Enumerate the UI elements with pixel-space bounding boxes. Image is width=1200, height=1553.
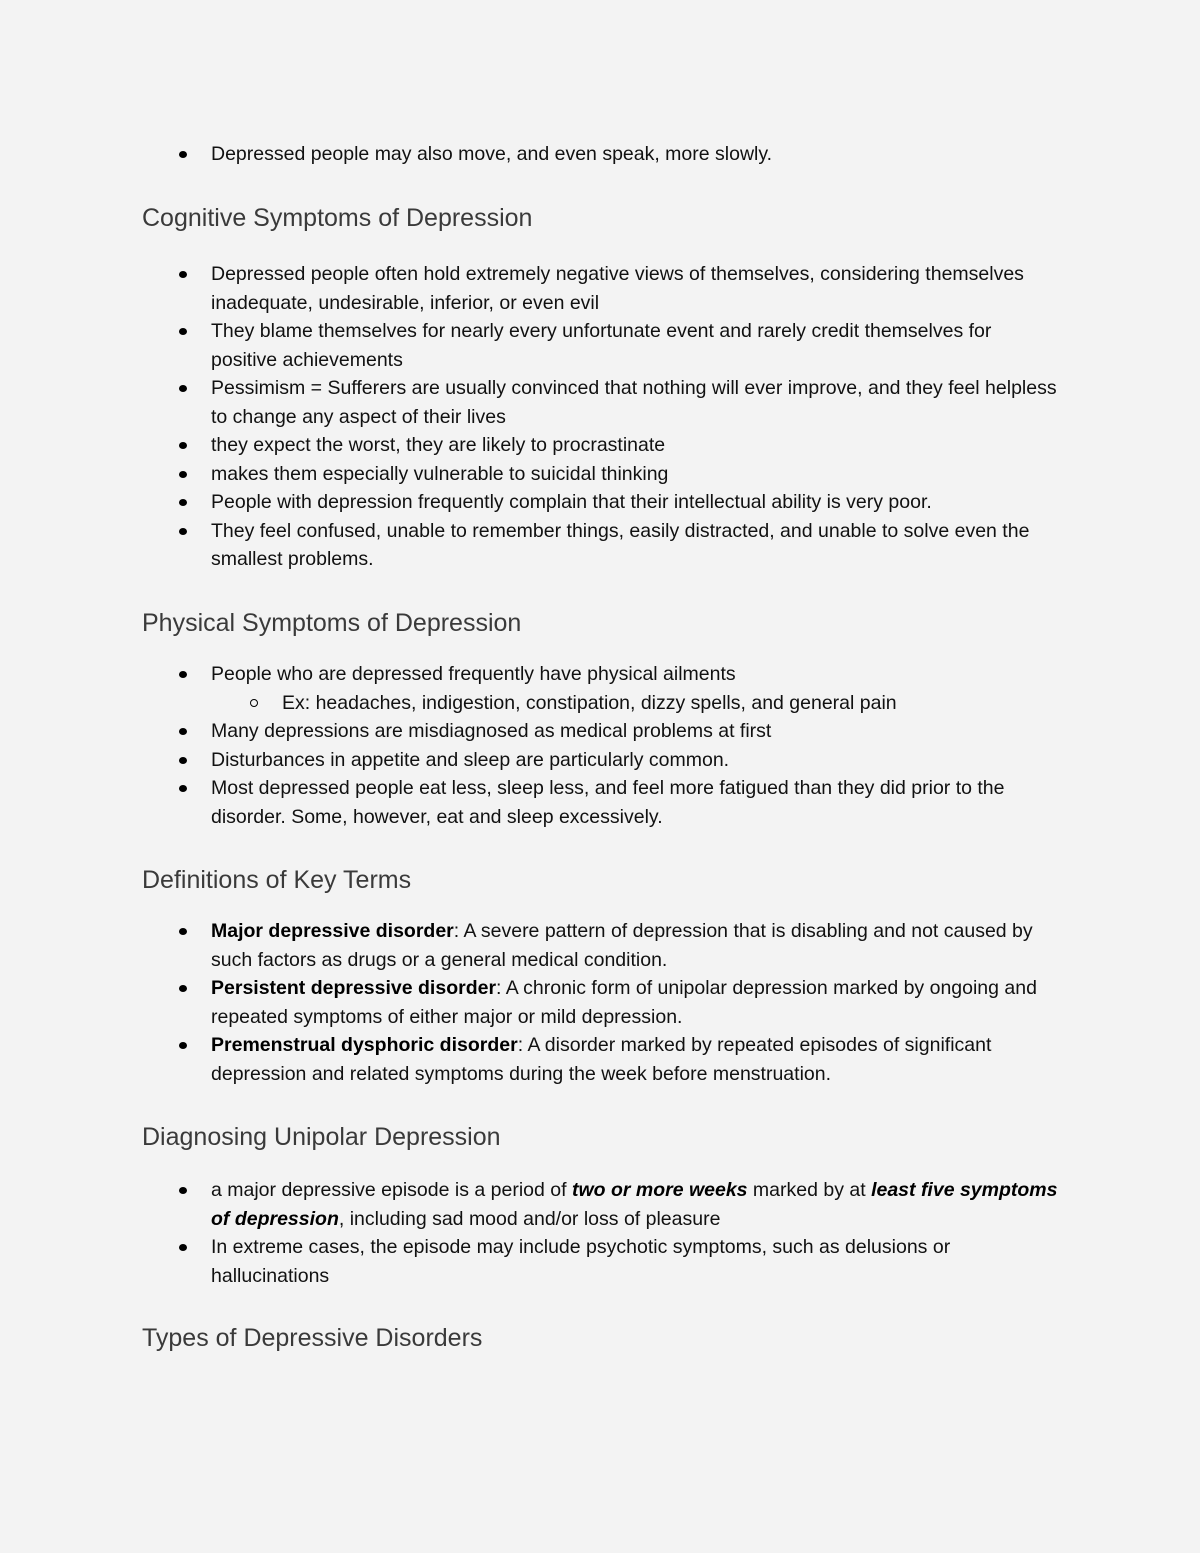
list-item: In extreme cases, the episode may include psychotic symptoms, such as delusions or hallucinations — [0, 1233, 1061, 1290]
definition-text: : A chronic form of unipolar depression marked by ongoing and repeated symptoms of either major or mild depression. — [211, 977, 1037, 1028]
list-item: they expect the worst, they are likely to procrastinate — [0, 431, 1061, 460]
list-item — [0, 1176, 1061, 1233]
text-segment: marked by at — [747, 1179, 872, 1201]
diagnosing-list — [0, 1176, 1061, 1290]
definition-term: Premenstrual dysphoric disorder — [211, 1034, 518, 1056]
definition-term: Persistent depressive disorder — [211, 977, 497, 999]
list-item: Many depressions are misdiagnosed as medical problems at first — [0, 717, 1061, 746]
heading-cognitive-symptoms: Cognitive Symptoms of Depression — [142, 204, 533, 232]
cognitive-symptoms-list — [0, 260, 1061, 574]
list-item: Depressed people may also move, and even speak, more slowly. — [0, 140, 1061, 169]
definition-item — [0, 1031, 1061, 1088]
physical-symptoms-list — [0, 660, 1061, 831]
definition-item — [0, 917, 1061, 974]
heading-diagnosing: Diagnosing Unipolar Depression — [142, 1123, 501, 1151]
list-item: They blame themselves for nearly every unfortunate event and rarely credit themselves for positive achievements — [0, 317, 1061, 374]
heading-definitions: Definitions of Key Terms — [142, 866, 412, 894]
list-item: People with depression frequently complain that their intellectual ability is very poor. — [0, 488, 1061, 517]
list-item: Depressed people often hold extremely negative views of themselves, considering themselves inadequate, undesirable, inferior, or even evil — [0, 260, 1061, 317]
list-item: Most depressed people eat less, sleep less, and feel more fatigued than they did prior to the disorder. Some, however, eat and sleep excessively. — [0, 774, 1061, 831]
list-item: makes them especially vulnerable to suicidal thinking — [0, 460, 1061, 489]
definitions-list — [0, 917, 1061, 1088]
definition-term: Major depressive disorder — [211, 920, 454, 942]
emphasis-text: two or more weeks — [571, 1179, 748, 1201]
list-item: They feel confused, unable to remember things, easily distracted, and unable to solve even the smallest problems. — [0, 517, 1061, 574]
heading-physical-symptoms: Physical Symptoms of Depression — [142, 609, 522, 637]
list-item-text: People who are depressed frequently have physical ailments — [211, 663, 736, 685]
list-item: Disturbances in appetite and sleep are particularly common. — [0, 746, 1061, 775]
definition-item — [0, 974, 1061, 1031]
list-item: Pessimism = Sufferers are usually convinced that nothing will ever improve, and they feel helpless to change any aspect of their lives — [0, 374, 1061, 431]
definition-text: : A disorder marked by repeated episodes of significant depression and related symptoms during the week before menstruation. — [211, 1034, 992, 1085]
definition-text: : A severe pattern of depression that is disabling and not caused by such factors as drugs or a general medical condition. — [211, 920, 1033, 971]
text-segment: a major depressive episode is a period of — [211, 1179, 572, 1201]
intro-list — [0, 140, 1061, 169]
heading-types: Types of Depressive Disorders — [142, 1324, 483, 1352]
sub-list-item: Ex: headaches, indigestion, constipation, dizzy spells, and general pain — [211, 689, 1062, 718]
text-segment: , including sad mood and/or loss of pleasure — [338, 1207, 721, 1230]
emphasis-text: least five symptoms of depression — [211, 1179, 1058, 1230]
list-item — [0, 660, 1061, 717]
sub-list — [211, 689, 1061, 718]
